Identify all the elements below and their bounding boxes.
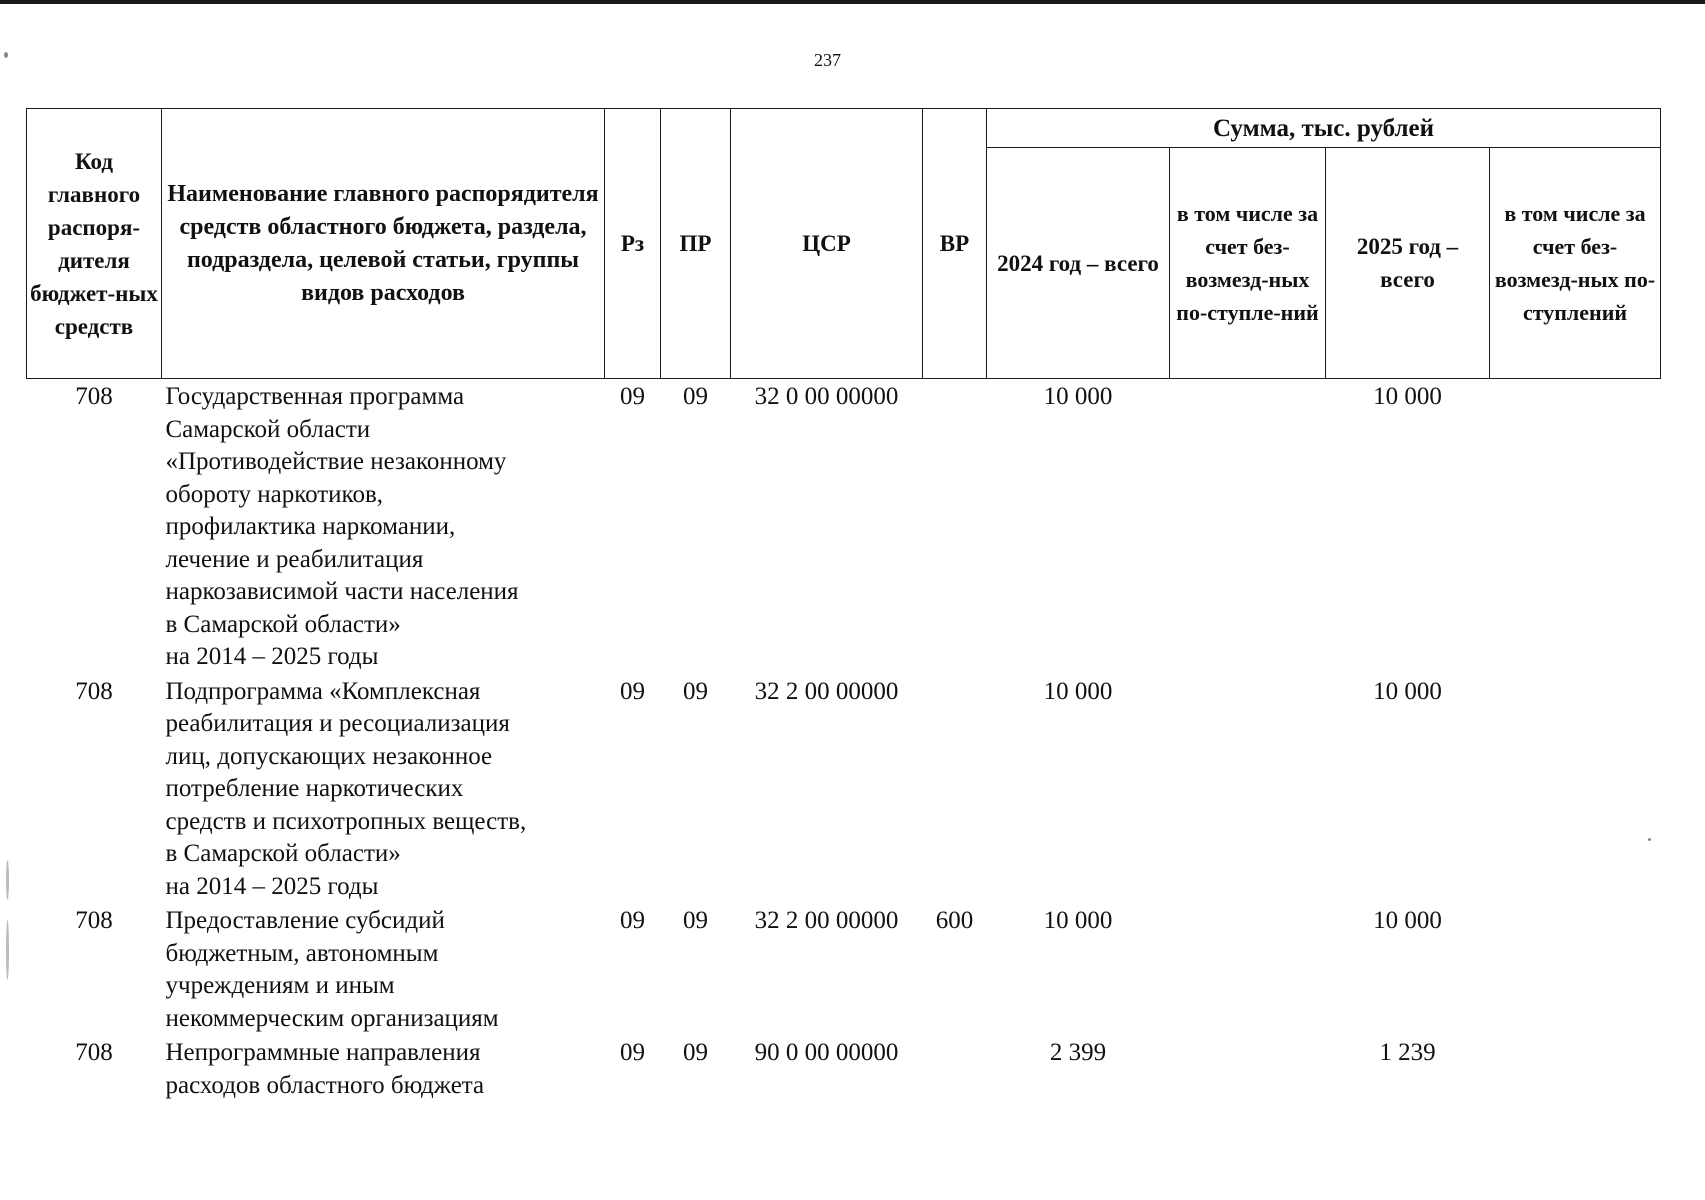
- header-2024-grants: в том числе за счет без-возмезд-ных по-ступле-ний: [1170, 148, 1326, 379]
- header-rz: Рз: [605, 109, 661, 379]
- cell-name: Подпрограмма «Комплексная реабилитация и ресоциализация лиц, допускающих незаконное потребление наркотических средств и психотропных веществ, в Самарской области» на 2014 – 2025 годы: [165, 677, 527, 900]
- header-csr: ЦСР: [731, 109, 923, 379]
- header-sum-group: Сумма, тыс. рублей: [987, 109, 1661, 148]
- cell-csr: 90 0 00 00000: [754, 1039, 899, 1066]
- cell-csr: 32 0 00 00000: [754, 383, 899, 410]
- cell-code: 708: [75, 1039, 113, 1066]
- cell-2024-total: 10 000: [1043, 677, 1113, 705]
- cell-2024-grants: [1170, 1035, 1326, 1102]
- header-2024-total: 2024 год – всего: [987, 148, 1170, 379]
- cell-vr: [923, 674, 987, 904]
- cell-2024-grants: [1170, 674, 1326, 904]
- scan-speck: [6, 920, 9, 980]
- cell-name: Непрограммные направления расходов областного бюджета: [165, 1039, 485, 1099]
- cell-code: 708: [75, 907, 113, 934]
- table-row: [27, 903, 1661, 1035]
- cell-2024-total: 10 000: [1043, 907, 1113, 934]
- cell-pr: 09: [683, 677, 708, 705]
- cell-name: Государственная программа Самарской области «Противодействие незаконному обороту наркотиков, профилактика наркомании, лечение и реабилитация наркозависимой части населения в Самарской области» на 2014 – 2025 годы: [165, 383, 519, 670]
- cell-vr: [923, 1035, 987, 1102]
- cell-code: 708: [75, 383, 113, 410]
- cell-rz: 09: [620, 907, 645, 934]
- header-pr: ПР: [661, 109, 731, 379]
- cell-code: 708: [75, 677, 113, 705]
- cell-2025-total: 10 000: [1373, 907, 1442, 934]
- cell-rz: 09: [620, 677, 645, 705]
- table-row: [27, 674, 1661, 904]
- scan-speck: [6, 860, 9, 900]
- cell-2024-total: 10 000: [1043, 383, 1113, 410]
- cell-2024-grants: [1170, 379, 1326, 674]
- budget-table: [26, 108, 1661, 1102]
- header-2025-grants: в том числе за счет без-возмезд-ных по-ступлений: [1490, 148, 1661, 379]
- header-row-top: [27, 109, 1661, 148]
- cell-pr: 09: [683, 1039, 708, 1066]
- page-number: 237: [814, 50, 841, 70]
- cell-name: Предоставление субсидий бюджетным, автономным учреждениям и иным некоммерческим организациям: [165, 907, 499, 1032]
- header-code: Код главного распоря-дителя бюджет-ных средств: [27, 109, 162, 379]
- table-row: [27, 379, 1661, 674]
- cell-2024-grants: [1170, 903, 1326, 1035]
- cell-csr: 32 2 00 00000: [754, 907, 899, 934]
- table-row: [27, 1035, 1661, 1102]
- cell-2025-grants: [1490, 674, 1661, 904]
- header-vr: ВР: [923, 109, 987, 379]
- cell-vr: 600: [935, 907, 974, 934]
- cell-rz: 09: [620, 1039, 645, 1066]
- cell-pr: 09: [683, 907, 708, 934]
- cell-rz: 09: [620, 383, 645, 410]
- cell-2025-total: 10 000: [1373, 677, 1442, 705]
- cell-2025-grants: [1490, 903, 1661, 1035]
- cell-2025-grants: [1490, 379, 1661, 674]
- cell-2025-total: 10 000: [1373, 383, 1442, 410]
- cell-2025-grants: [1490, 1035, 1661, 1102]
- cell-pr: 09: [683, 383, 708, 410]
- cell-csr: 32 2 00 00000: [754, 677, 899, 705]
- top-border-line: [0, 0, 1705, 4]
- cell-2024-total: 2 399: [1049, 1039, 1107, 1066]
- cell-vr: [923, 379, 987, 674]
- cell-2025-total: 1 239: [1379, 1039, 1436, 1066]
- header-2025-total: 2025 год – всего: [1326, 148, 1490, 379]
- header-name: Наименование главного распорядителя средств областного бюджета, раздела, подраздела, целевой статьи, группы видов расходов: [162, 109, 605, 379]
